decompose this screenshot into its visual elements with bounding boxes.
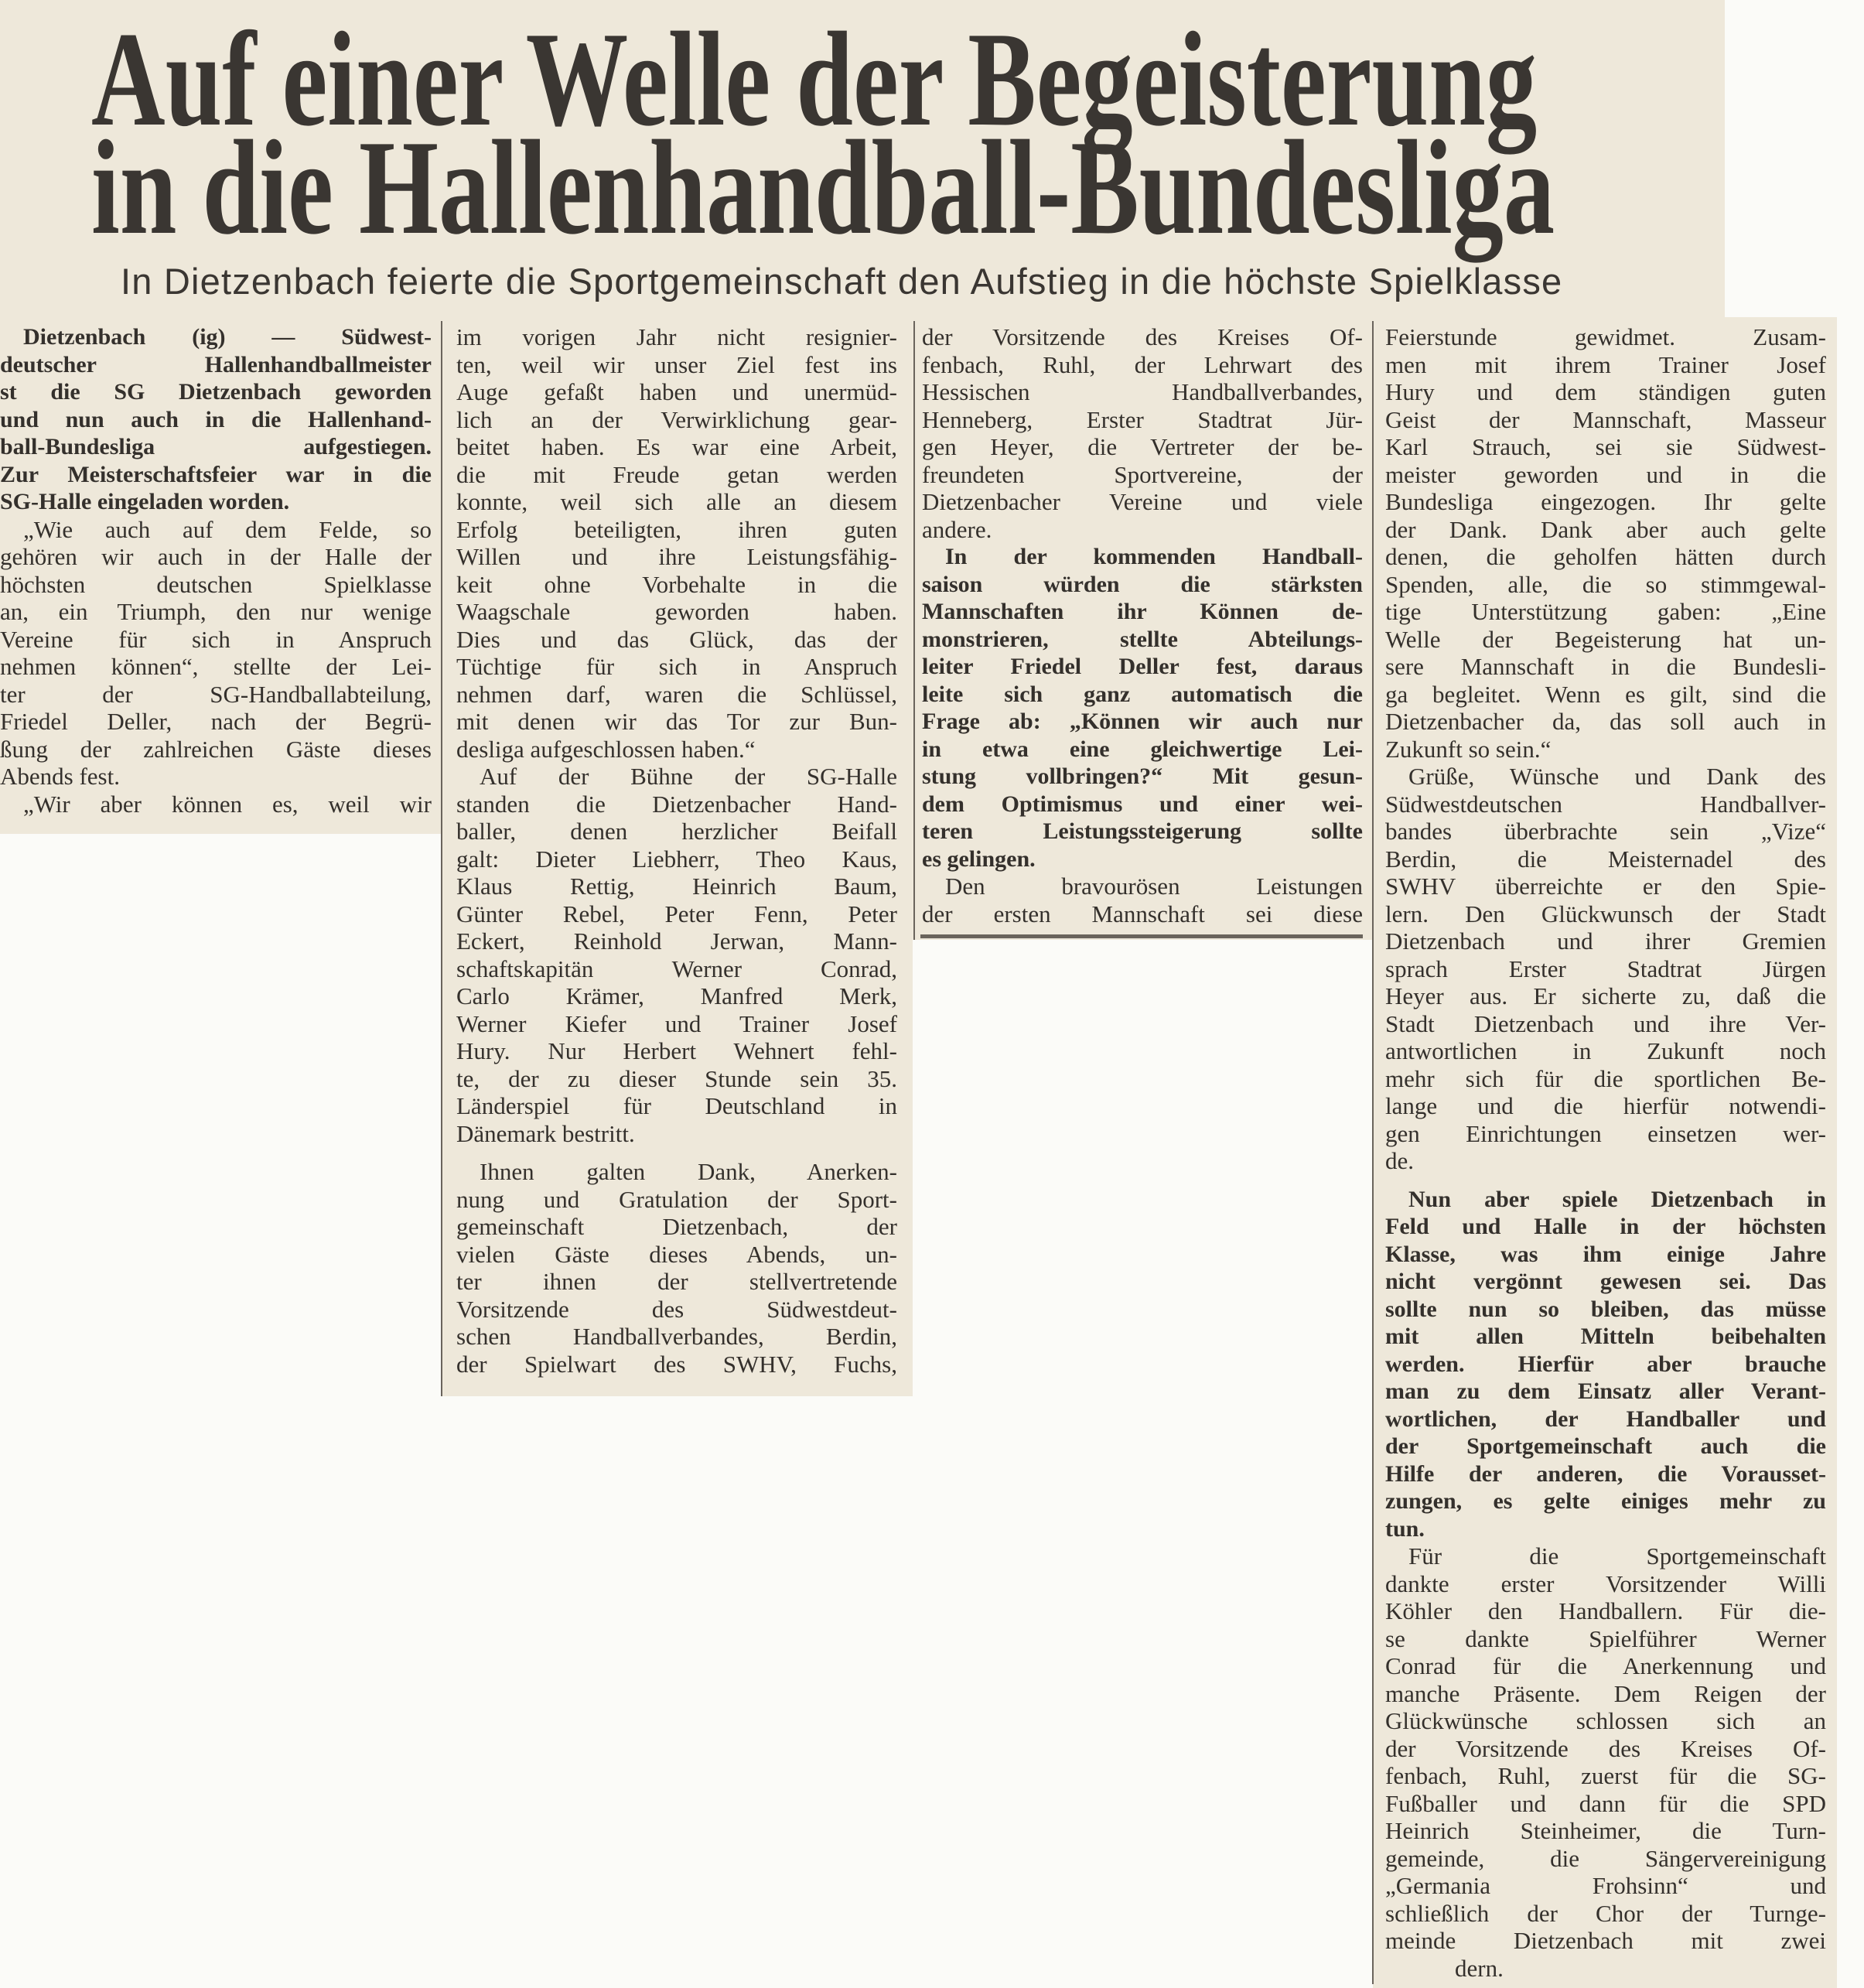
text-line: fenbach, Ruhl, zuerst für die SG- [1385,1762,1826,1789]
text-line: nicht vergönnt gewesen sei. Das [1385,1269,1826,1294]
text-line: Klasse, was ihm einige Jahre [1385,1241,1826,1267]
text-line: an, ein Triumph, den nur wenige [0,598,432,625]
text-line: gemeinschaft Dietzenbach, der [456,1213,897,1240]
text-line: st die SG Dietzenbach geworden [0,379,432,405]
text-line: meinde Dietzenbach mit zwei [1385,1927,1826,1954]
text-line: ten, weil wir unser Ziel fest ins [456,350,897,378]
text-line: der Sportgemeinschaft auch die [1385,1433,1826,1459]
text-line: mit denen wir das Tor zur Bun- [456,708,897,735]
text-line: schaftskapitän Werner Conrad, [456,955,897,982]
text-line: nung und Gratulation der Sport- [456,1185,897,1213]
text-line: Hilfe der anderen, die Vorausset- [1385,1460,1826,1487]
text-line: Carlo Krämer, Manfred Merk, [456,982,897,1009]
text-line: Henneberg, Erster Stadtrat Jür- [922,405,1363,433]
text-line: gemeinde, die Sängervereinigung [1385,1844,1826,1872]
text-line: Frage ab: „Können wir auch nur [922,709,1363,734]
text-line: leite sich ganz automatisch die [922,681,1363,707]
text-line: Dietzenbacher da, das soll auch in [1385,708,1826,735]
paragraph [1385,1542,1826,1982]
text-line: Heinrich Steinheimer, die Turn- [1385,1817,1826,1844]
text-line: Friedel Deller, nach der Begrü- [0,708,432,735]
headline-line-2: in die Hallenhandball-Bundesliga [91,112,1555,262]
text-line: der ersten Mannschaft sei diese [922,900,1363,927]
text-line: Willen und ihre Leistungsfähig- [456,543,897,570]
text-line: denen, die geholfen hätten durch [1385,543,1826,570]
text-line: Geist der Mannschaft, Masseur [1385,405,1826,433]
paragraph [922,543,1363,873]
text-line: der Vorsitzende des Kreises Of- [1385,1734,1826,1762]
text-line: Grüße, Wünsche und Dank des [1408,763,1826,790]
text-line: gen Einrichtungen einsetzen wer- [1385,1119,1826,1147]
text-line: Köhler den Handballern. Für die- [1385,1597,1826,1624]
paragraph [922,323,1363,543]
text-line: bandes überbrachte sein „Vize“ [1385,818,1826,845]
text-line: im vorigen Jahr nicht resignier- [456,323,897,350]
text-line: mehr sich für die sportlichen Be- [1385,1064,1826,1092]
text-line: in etwa eine gleichwertige Lei- [922,736,1363,762]
text-line: Werner Kiefer und Trainer Josef [456,1009,897,1037]
text-line: Dietzenbacher Vereine und viele [922,488,1363,515]
text-line: de. [1385,1147,1415,1174]
column-rule [1372,321,1374,1984]
text-line: Heyer aus. Er sicherte zu, daß die [1385,982,1826,1009]
text-line: „Germania Frohsinn“ und [1385,1872,1826,1899]
text-line: Für die Sportgemeinschaft [1408,1542,1826,1570]
text-line: Hury und dem ständigen guten [1385,378,1826,405]
column-end-rule [920,934,1363,938]
text-line: ter ihnen der stellvertretende [456,1268,897,1295]
text-line: antwortlichen in Zukunft noch [1385,1037,1826,1064]
article-column-2 [456,323,897,1378]
text-line: Welle der Begeisterung hat un- [1385,625,1826,653]
text-line: sollte nun so bleiben, das müsse [1385,1296,1826,1322]
text-line: dern. [1455,1954,1504,1982]
text-line: leiter Friedel Deller fest, daraus [922,654,1363,679]
text-line: Eckert, Reinhold Jerwan, Mann- [456,927,897,955]
text-line: Den bravourösen Leistungen [945,873,1363,900]
text-line: beitet haben. Es war eine Arbeit, [456,433,897,460]
text-line: gehören wir auch in der Halle der [0,543,432,570]
text-line: Tüchtige für sich in Anspruch [456,653,897,680]
text-line: teren Leistungssteigerung sollte [922,818,1363,844]
text-line: ga begleitet. Wenn es gilt, sind die [1385,680,1826,708]
text-line: monstrieren, stellte Abteilungs- [922,626,1363,652]
text-line: Auge gefaßt haben und unermüd- [456,378,897,405]
text-line: schließlich der Chor der Turnge- [1385,1899,1826,1927]
text-line: konnte, weil sich alle an diesem [456,488,897,515]
text-line: keit ohne Vorbehalte in die [456,570,897,598]
paragraph [456,1158,897,1378]
column-rule [913,321,915,940]
text-line: SWHV überreichte er den Spie- [1385,873,1826,900]
text-line: Hessischen Handballverbandes, [922,378,1363,405]
text-line: Conrad für die Anerkennung und [1385,1652,1826,1679]
text-line: te, der zu dieser Stunde sein 35. [456,1064,897,1092]
text-line: Dies und das Glück, das der [456,625,897,653]
text-line: sprach Erster Stadtrat Jürgen [1385,955,1826,982]
text-line: wortlichen, der Handballer und [1385,1406,1826,1432]
text-line: Südwestdeutschen Handballver- [1385,790,1826,818]
text-line: SG-Halle eingeladen worden. [0,489,290,514]
article-column-1 [0,323,432,818]
text-line: „Wir aber können es, weil wir [23,790,432,818]
paragraph [1385,1186,1826,1543]
text-line: Erfolg beteiligten, ihren guten [456,515,897,543]
paragraph [0,323,432,516]
text-line: saison würden die stärksten [922,571,1363,597]
text-line: desliga aufgeschlossen haben.“ [456,735,756,763]
text-line: freundeten Sportvereine, der [922,460,1363,488]
text-line: Länderspiel für Deutschland in [456,1092,897,1119]
text-line: Dänemark bestritt. [456,1119,635,1147]
text-line: Nun aber spiele Dietzenbach in [1408,1186,1826,1212]
text-line: meister geworden und in die [1385,460,1826,488]
text-line: ball-Bundesliga aufgestiegen. [0,434,432,459]
text-line: Dietzenbach (ig) — Südwest- [23,324,432,350]
paragraph [0,516,432,791]
text-line: vielen Gäste dieses Abends, un- [456,1240,897,1268]
text-line: standen die Dietzenbacher Hand- [456,790,897,818]
text-line: der Dank. Dank aber auch gelte [1385,515,1826,543]
text-line: Waagschale geworden haben. [456,598,897,625]
text-line: gen Heyer, die Vertreter der be- [922,433,1363,460]
text-line: es gelingen. [922,845,1036,872]
column-rule [441,321,442,1396]
text-line: Fußballer und dann für die SPD [1385,1789,1826,1817]
text-line: men mit ihrem Trainer Josef [1385,350,1826,378]
headline-block [0,0,1725,325]
text-line: tun. [1385,1515,1425,1542]
text-line: man zu dem Einsatz aller Verant- [1385,1378,1826,1404]
text-line: Berdin, die Meisternadel des [1385,845,1826,873]
text-line: schen Handballverbandes, Berdin, [456,1323,897,1350]
text-line: Vorsitzende des Südwestdeut- [456,1295,897,1323]
text-line: „Wie auch auf dem Felde, so [23,515,432,543]
headline-line-1: Auf einer Welle der Begeisterung [91,4,1538,154]
text-line: Feierstunde gewidmet. Zusam- [1385,323,1826,350]
text-line: deutscher Hallenhandballmeister [0,351,432,377]
text-line: baller, denen herzlicher Beifall [456,818,897,845]
text-line: tige Unterstützung gaben: „Eine [1385,598,1826,625]
text-line: Karl Strauch, sei sie Südwest- [1385,433,1826,460]
text-line: Ihnen galten Dank, Anerken- [480,1158,897,1185]
text-line: Zukunft so sein.“ [1385,735,1552,763]
text-line: andere. [922,515,992,543]
text-line: mit allen Mitteln beibehalten [1385,1324,1826,1349]
text-line: Zur Meisterschaftsfeier war in die [0,461,432,487]
text-line: Dietzenbach und ihrer Gremien [1385,927,1826,955]
text-line: ßung der zahlreichen Gäste dieses [0,735,432,763]
text-line: se dankte Spielführer Werner [1385,1624,1826,1652]
text-line: Bundesliga eingezogen. Ihr gelte [1385,488,1826,515]
paragraph [0,791,432,818]
text-line: und nun auch in die Hallenhand- [0,406,432,432]
text-line: Glückwünsche schlossen sich an [1385,1707,1826,1734]
paragraph [922,873,1363,927]
text-line: der Vorsitzende des Kreises Of- [922,323,1363,350]
paragraph [456,323,897,763]
text-line: Hury. Nur Herbert Wehnert fehl- [456,1037,897,1064]
text-line: stung vollbringen?“ Mit gesun- [922,763,1363,789]
text-line: höchsten deutschen Spielklasse [0,570,432,598]
text-line: lich an der Verwirklichung gear- [456,405,897,433]
text-line: dem Optimismus und einer wei- [922,791,1363,817]
text-line: Spenden, alle, die so stimmgewal- [1385,570,1826,598]
text-line: Abends fest. [0,763,120,790]
text-line: Vereine für sich in Anspruch [0,625,432,653]
text-line: fenbach, Ruhl, der Lehrwart des [922,350,1363,378]
text-line: zungen, es gelte einiges mehr zu [1385,1488,1826,1514]
text-line: die mit Freude getan werden [456,460,897,488]
text-line: lange und die hierfür notwendi- [1385,1092,1826,1119]
text-line: nehmen darf, waren die Schlüssel, [456,680,897,708]
paragraph [1385,763,1826,1175]
text-line: nehmen können“, stellte der Lei- [0,653,432,680]
text-line: Günter Rebel, Peter Fenn, Peter [456,900,897,927]
text-line: galt: Dieter Liebherr, Theo Kaus, [456,845,897,873]
text-line: der Spielwart des SWHV, Fuchs, [456,1350,897,1378]
text-line: ter der SG-Handballabteilung, [0,680,432,708]
text-line: Mannschaften ihr Können de- [922,599,1363,624]
text-line: sere Mannschaft in die Bundesli- [1385,653,1826,680]
text-line: dankte erster Vorsitzender Willi [1385,1570,1826,1597]
paragraph [456,763,897,1147]
text-line: Klaus Rettig, Heinrich Baum, [456,873,897,900]
text-line: Stadt Dietzenbach und ihre Ver- [1385,1009,1826,1037]
article-column-4 [1385,323,1826,1982]
article-column-3 [922,323,1363,927]
text-line: In der kommenden Handball- [945,544,1363,569]
text-line: Auf der Bühne der SG-Halle [480,763,897,790]
text-line: Feld und Halle in der höchsten [1385,1214,1826,1239]
subheadline: In Dietzenbach feierte die Sportgemeinschaft den Aufstieg in die höchste Spielklasse [121,261,1563,302]
text-line: manche Präsente. Dem Reigen der [1385,1679,1826,1707]
paragraph [1385,323,1826,763]
text-line: werden. Hierfür aber brauche [1385,1351,1826,1377]
text-line: lern. Den Glückwunsch der Stadt [1385,900,1826,927]
